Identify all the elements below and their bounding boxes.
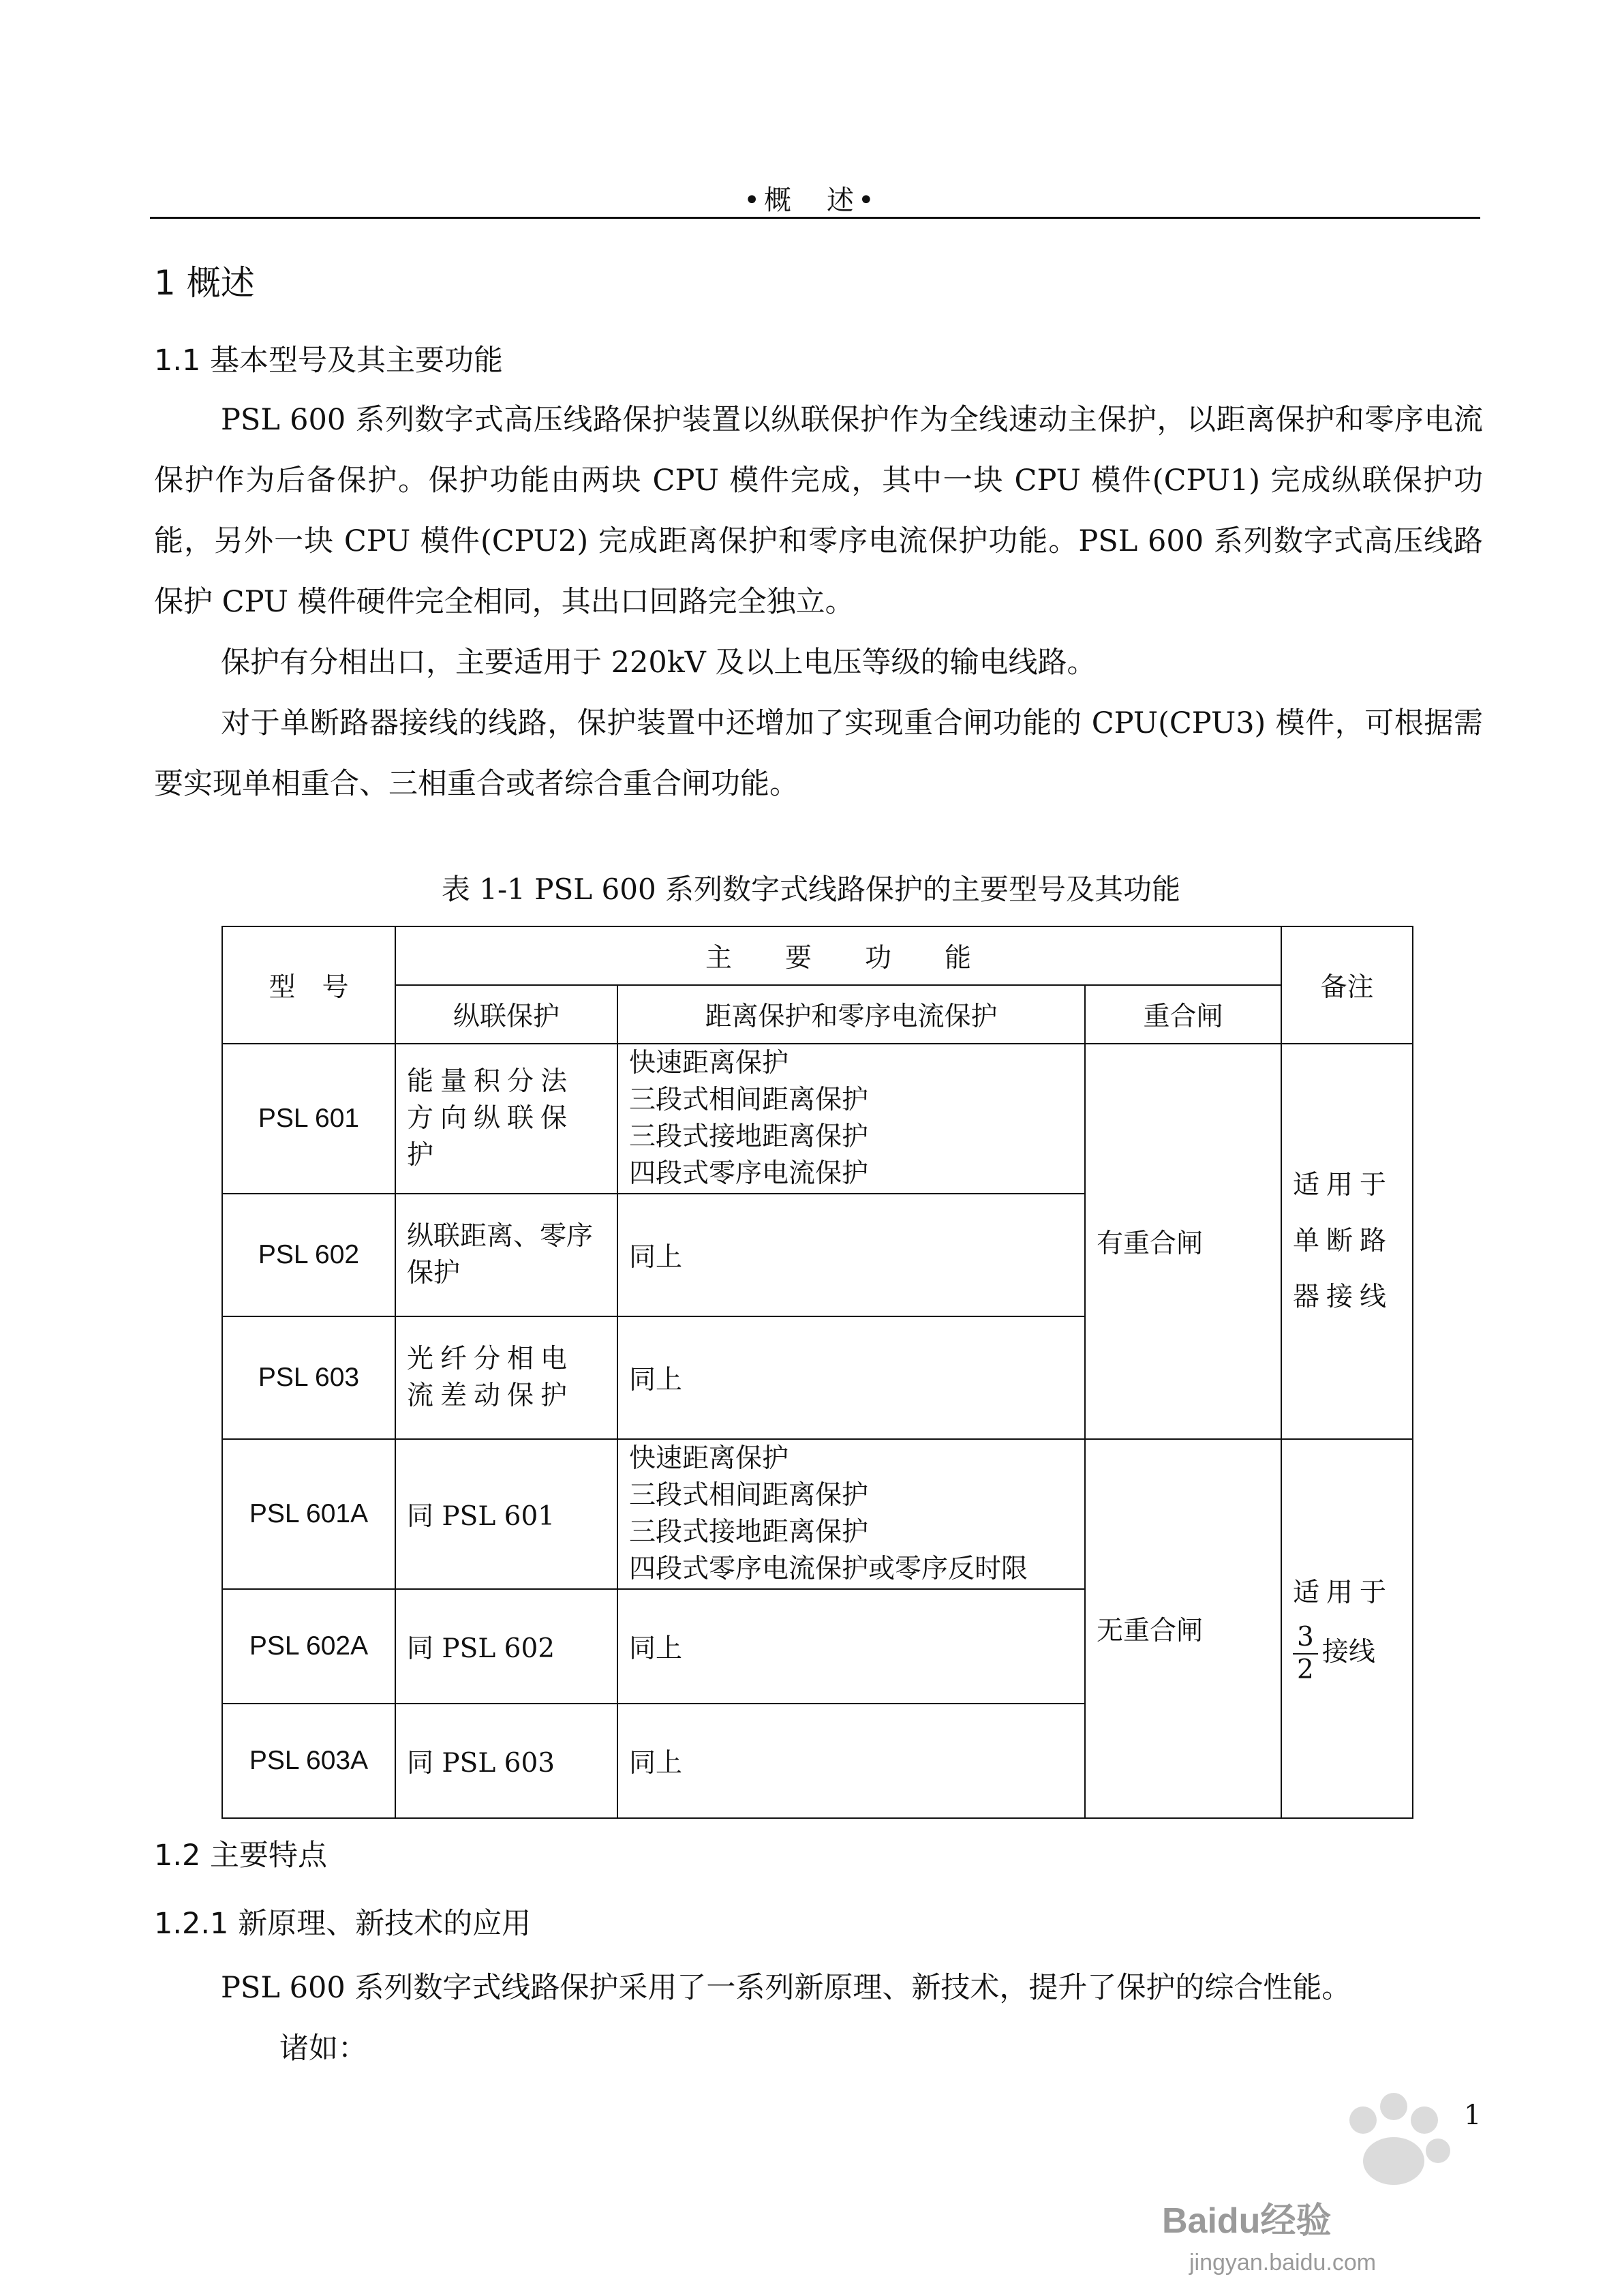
- distance-cell: 同上: [617, 1589, 1085, 1704]
- reclose-cell: 无重合闸: [1085, 1439, 1281, 1818]
- paw-toe-4: [1426, 2139, 1450, 2163]
- model-cell: PSL 603: [222, 1316, 395, 1439]
- distance-item: 快速距离保护: [629, 1443, 789, 1474]
- paragraph-reclose: 对于单断路器接线的线路，保护装置中还增加了实现重合闸功能的 CPU(CPU3) 模件，可根据需要实现单相重合、三相重合或者综合重合闸功能。: [154, 706, 1483, 801]
- note-suffix: 接线: [1321, 1637, 1375, 1667]
- distance-cell: [617, 1044, 1085, 1194]
- paw-pad: [1363, 2137, 1424, 2185]
- header-pilot: 纵联保护: [395, 985, 617, 1044]
- model-cell: PSL 603A: [222, 1704, 395, 1818]
- header-note: 备注: [1281, 926, 1413, 1044]
- model-cell: PSL 601A: [222, 1439, 395, 1589]
- distance-item: 三段式接地距离保护: [629, 1121, 869, 1152]
- pilot-cell: 同 PSL 602: [395, 1589, 617, 1704]
- watermark-url: jingyan.baidu.com: [1189, 2250, 1377, 2276]
- pilot-cell: 同 PSL 603: [395, 1704, 617, 1818]
- fraction-three-halves: [1293, 1622, 1318, 1686]
- reclose-cell: 有重合闸: [1085, 1044, 1281, 1439]
- paw-toe-1: [1349, 2106, 1377, 2134]
- section-1-2-1-heading: 1.2.1 新原理、新技术的应用: [154, 1907, 532, 1941]
- note-cell: 适用于单断路器接线: [1281, 1044, 1413, 1439]
- distance-item: 三段式相间距离保护: [629, 1085, 869, 1115]
- paragraph-continuation: 诸如：: [279, 2031, 367, 2066]
- distance-cell: [617, 1439, 1085, 1589]
- watermark-text: [1162, 2192, 1376, 2276]
- distance-item: 四段式零序电流保护: [629, 1158, 869, 1189]
- header-rule: [150, 217, 1480, 219]
- section-1-1-body: [154, 390, 1483, 815]
- note-fraction-line: [1293, 1622, 1401, 1686]
- section-1-heading: 1 概述: [154, 263, 255, 303]
- section-1-1-heading: 1.1 基本型号及其主要功能: [154, 344, 504, 378]
- header-reclose: 重合闸: [1085, 985, 1281, 1044]
- model-function-table: [221, 926, 1413, 1819]
- distance-item: 三段式相间距离保护: [629, 1480, 869, 1511]
- running-header: •概 述•: [744, 185, 878, 216]
- pilot-cell: 纵联距离、零序保护: [395, 1194, 617, 1316]
- distance-item: 三段式接地距离保护: [629, 1517, 869, 1547]
- distance-item: 快速距离保护: [629, 1048, 789, 1078]
- pilot-cell: 同 PSL 601: [395, 1439, 617, 1589]
- paragraph-outlet: 保护有分相出口，主要适用于 220kV 及以上电压等级的输电线路。: [221, 646, 1097, 680]
- pilot-cell: 光纤分相电流差动保护: [395, 1316, 617, 1439]
- table-caption: 表 1-1 PSL 600 系列数字式线路保护的主要型号及其功能: [441, 873, 1181, 906]
- section-1-2-1-body: [154, 1958, 1483, 2079]
- note-cell: [1281, 1439, 1413, 1818]
- header-model: 型 号: [222, 926, 395, 1044]
- header-distance: 距离保护和零序电流保护: [617, 985, 1085, 1044]
- table-row: [222, 1439, 1413, 1589]
- model-cell: PSL 601: [222, 1044, 395, 1194]
- fraction-denominator: 2: [1297, 1655, 1314, 1685]
- header-main-function: 主 要 功 能: [395, 926, 1281, 985]
- model-cell: PSL 602A: [222, 1589, 395, 1704]
- distance-cell: 同上: [617, 1316, 1085, 1439]
- paw-toe-2: [1380, 2093, 1407, 2120]
- distance-cell: 同上: [617, 1704, 1085, 1818]
- pilot-cell: 能量积分法方向纵联保护: [395, 1044, 617, 1194]
- section-1-2-heading: 1.2 主要特点: [154, 1839, 328, 1873]
- paragraph-overview: PSL 600 系列数字式高压线路保护装置以纵联保护作为全线速动主保护，以距离保护和零序电流保护作为后备保护。保护功能由两块 CPU 模件完成，其中一块 CPU 模件(CPU1) 完成纵联保护功能，另外一块 CPU 模件(CPU2) 完成距离保护和零序电流保护功能。PSL 600 系列数字式高压线路保护 CPU 模件硬件完全相同，其出口回路完全独立。: [154, 403, 1483, 619]
- model-cell: PSL 602: [222, 1194, 395, 1316]
- note-prefix: 适用于: [1293, 1577, 1394, 1608]
- watermark-brand: Baidu经验: [1162, 2201, 1332, 2241]
- distance-item: 四段式零序电流保护或零序反时限: [629, 1554, 1028, 1584]
- table-row: [222, 1044, 1413, 1194]
- distance-cell: 同上: [617, 1194, 1085, 1316]
- paragraph-new-tech: PSL 600 系列数字式线路保护采用了一系列新原理、新技术，提升了保护的综合性能。: [221, 1971, 1351, 2005]
- paw-toe-3: [1411, 2106, 1438, 2134]
- fraction-numerator: 3: [1293, 1622, 1318, 1655]
- page-number: 1: [1464, 2100, 1482, 2131]
